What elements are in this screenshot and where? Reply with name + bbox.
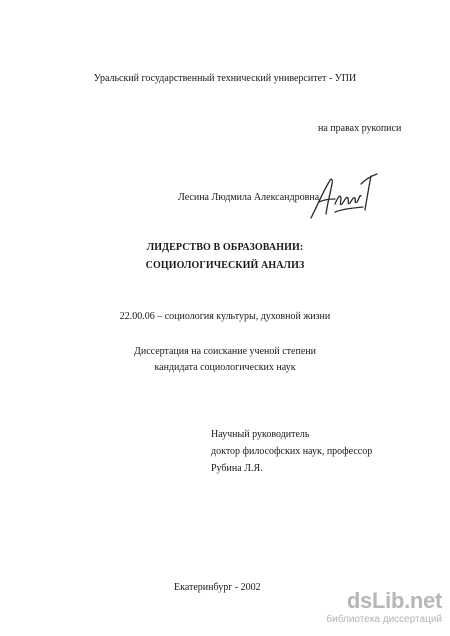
author-name: Лесина Людмила Александровна [178,192,320,203]
supervisor-label: Научный руководитель [211,429,310,440]
city-year: Екатеринбург - 2002 [174,582,261,593]
degree-line-2: кандидата социологических наук [154,362,296,373]
degree-line-1: Диссертация на соискание ученой степени [134,346,316,357]
supervisor-name: Рубина Л.Я. [211,463,263,474]
specialty-code: 22.00.06 – социология культуры, духовной жизни [119,311,331,322]
author-signature [305,162,385,224]
dissertation-title-line-2: СОЦИОЛОГИЧЕСКИЙ АНАЛИЗ [145,260,305,271]
watermark-tagline: библиотека диссертаций [326,614,442,625]
university-name: Уральский государственный технический университет - УПИ [93,73,357,84]
rights-note: на правах рукописи [318,123,402,134]
dissertation-title-line-1: ЛИДЕРСТВО В ОБРАЗОВАНИИ: [146,242,304,253]
supervisor-rank: доктор философских наук, профессор [211,446,373,457]
dslib-watermark [326,588,442,630]
watermark-brand: dsLib.net [346,588,442,613]
